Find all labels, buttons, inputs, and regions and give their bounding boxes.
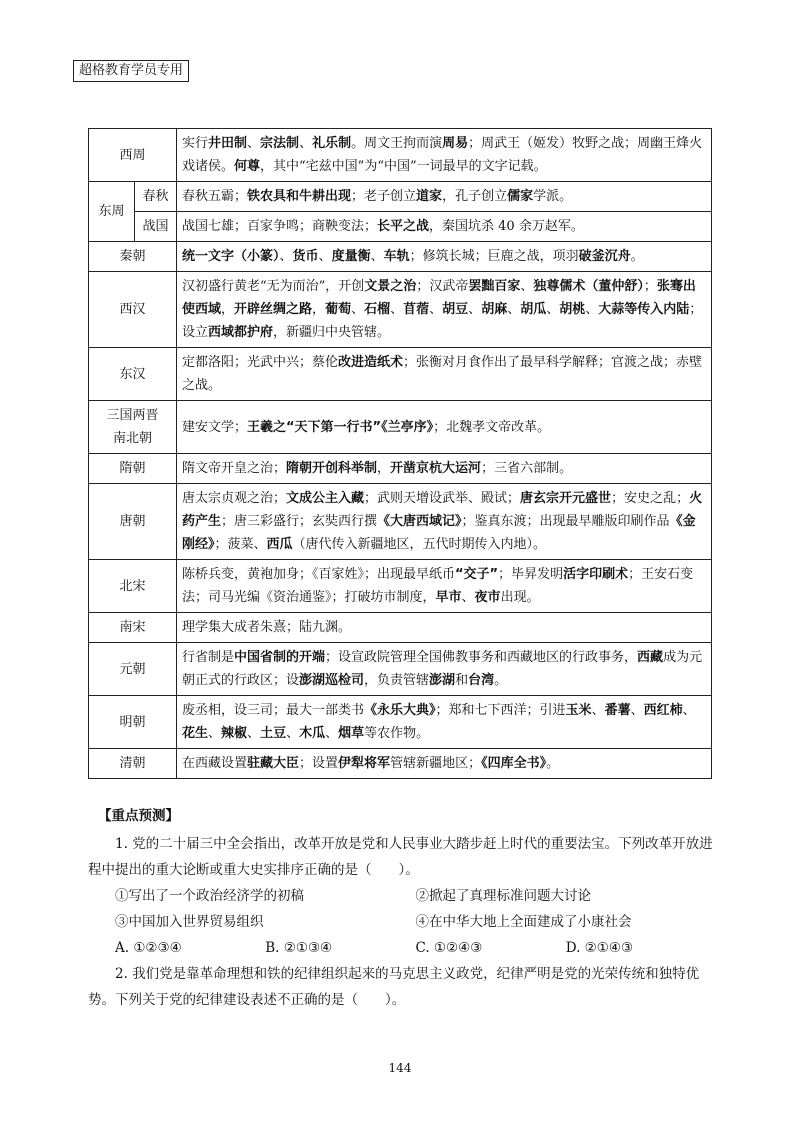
- era-cell: 东汉: [89, 348, 177, 401]
- q1-choice: C. ①②④③: [415, 940, 483, 956]
- era-cell: 西周: [89, 129, 177, 182]
- era-cell: 北宋: [89, 560, 177, 613]
- table-row: [89, 484, 712, 560]
- question-1-options: [88, 883, 716, 935]
- q1-option: ④在中华大地上全面建成了小康社会: [415, 914, 632, 930]
- era-cell: 清朝: [89, 749, 177, 779]
- table-row: [89, 696, 712, 749]
- table-row: [89, 272, 712, 348]
- era-cell: 唐朝: [89, 484, 177, 560]
- q1-option: ③中国加入世界贸易组织: [115, 914, 264, 930]
- table-row: [89, 182, 712, 212]
- content-cell: 废丞相，设三司；最大一部类书《永乐大典》；郑和七下西洋；引进玉米、番薯、西红柿、花生、辣椒、土豆、木瓜、烟草等农作物。: [177, 696, 712, 749]
- q1-option: ②掀起了真理标准问题大讨论: [415, 888, 591, 904]
- question-1-choices: [88, 935, 716, 961]
- question-1-stem: 1. 党的二十届三中全会指出，改革开放是党和人民事业大踏步赶上时代的重要法宝。下列改革开放进程中提出的重大论断或重大史实排序正确的是（ ）。: [88, 836, 713, 878]
- content-cell: 陈桥兵变，黄袍加身；《百家姓》；出现最早纸币“交子”；毕昇发明活字印刷术；王安石变法；司马光编《资治通鉴》；打破坊市制度，早市、夜市出现。: [177, 560, 712, 613]
- content-cell: 在西藏设置驻藏大臣；设置伊犁将军管辖新疆地区；《四库全书》。: [177, 749, 712, 779]
- content-cell: 理学集大成者朱熹；陆九渊。: [177, 613, 712, 643]
- content-cell: 汉初盛行黄老“无为而治”，开创文景之治；汉武帝罢黜百家、独尊儒术（董仲舒）；张骞出使西域，开辟丝绸之路，葡萄、石榴、苜蓿、胡豆、胡麻、胡瓜、胡桃、大蒜等传入内陆；设立西域都护府，新疆归中央管辖。: [177, 272, 712, 348]
- era-cell: 隋朝: [89, 454, 177, 484]
- table-row: [89, 560, 712, 613]
- table-row: [89, 749, 712, 779]
- content-cell: 建安文学；王羲之“天下第一行书”《兰亭序》；北魏孝文帝改革。: [177, 401, 712, 454]
- table-row: [89, 401, 712, 454]
- content-cell: 定都洛阳；光武中兴；蔡伦改进造纸术；张衡对月食作出了最早科学解释；官渡之战；赤壁之战。: [177, 348, 712, 401]
- era-cell: 东周: [89, 182, 135, 242]
- table-row: [89, 613, 712, 643]
- era-cell: 秦朝: [89, 242, 177, 272]
- content-cell: 实行井田制、宗法制、礼乐制。周文王拘而演周易；周武王（姬发）牧野之战；周幽王烽火戏诸侯。何尊，其中“宅兹中国”为“中国”一词最早的文字记载。: [177, 129, 712, 182]
- content-cell: 春秋五霸；铁农具和牛耕出现；老子创立道家，孔子创立儒家学派。: [177, 182, 712, 212]
- table-row: [89, 643, 712, 696]
- header-label: 超格教育学员专用: [73, 60, 189, 82]
- q1-choice: D. ②①④③: [565, 940, 634, 956]
- table-row: [89, 129, 712, 182]
- era-cell: 元朝: [89, 643, 177, 696]
- content-cell: 行省制是中国省制的开端；设宣政院管理全国佛教事务和西藏地区的行政事务，西藏成为元朝正式的行政区；设澎湖巡检司，负责管辖澎湖和台湾。: [177, 643, 712, 696]
- content-cell: 统一文字（小篆）、货币、度量衡、车轨；修筑长城；巨鹿之战，项羽破釜沉舟。: [177, 242, 712, 272]
- q1-option: ①写出了一个政治经济学的初稿: [115, 888, 304, 904]
- sub-era-cell: 春秋: [135, 182, 177, 212]
- table-row: [89, 454, 712, 484]
- era-cell: 三国两晋 南北朝: [89, 401, 177, 454]
- sub-era-cell: 战国: [135, 212, 177, 242]
- content-cell: 战国七雄；百家争鸣；商鞅变法；长平之战，秦国坑杀 40 余万赵军。: [177, 212, 712, 242]
- prediction-section: [88, 803, 716, 1013]
- era-cell: 明朝: [89, 696, 177, 749]
- content-cell: 隋文帝开皇之治；隋朝开创科举制，开凿京杭大运河；三省六部制。: [177, 454, 712, 484]
- history-table: [88, 128, 712, 779]
- table-row: [89, 348, 712, 401]
- table-row: [89, 212, 712, 242]
- question-2-stem: 2. 我们党是靠革命理想和铁的纪律组织起来的马克思主义政党，纪律严明是党的光荣传统和独特优势。下列关于党的纪律建设表述不正确的是（ ）。: [88, 966, 700, 1008]
- era-cell: 西汉: [89, 272, 177, 348]
- page-number: 144: [388, 1061, 412, 1075]
- q1-choice: A. ①②③④: [115, 940, 182, 956]
- table-row: [89, 242, 712, 272]
- prediction-title: 【重点预测】: [98, 808, 179, 824]
- content-cell: 唐太宗贞观之治；文成公主入藏；武则天增设武举、殿试；唐玄宗开元盛世；安史之乱；火药产生；唐三彩盛行；玄奘西行撰《大唐西域记》；鉴真东渡；出现最早雕版印刷作品《金刚经》；菠菜、西瓜（唐代传入新疆地区，五代时期传入内地）。: [177, 484, 712, 560]
- q1-choice: B. ②①③④: [265, 940, 333, 956]
- era-cell: 南宋: [89, 613, 177, 643]
